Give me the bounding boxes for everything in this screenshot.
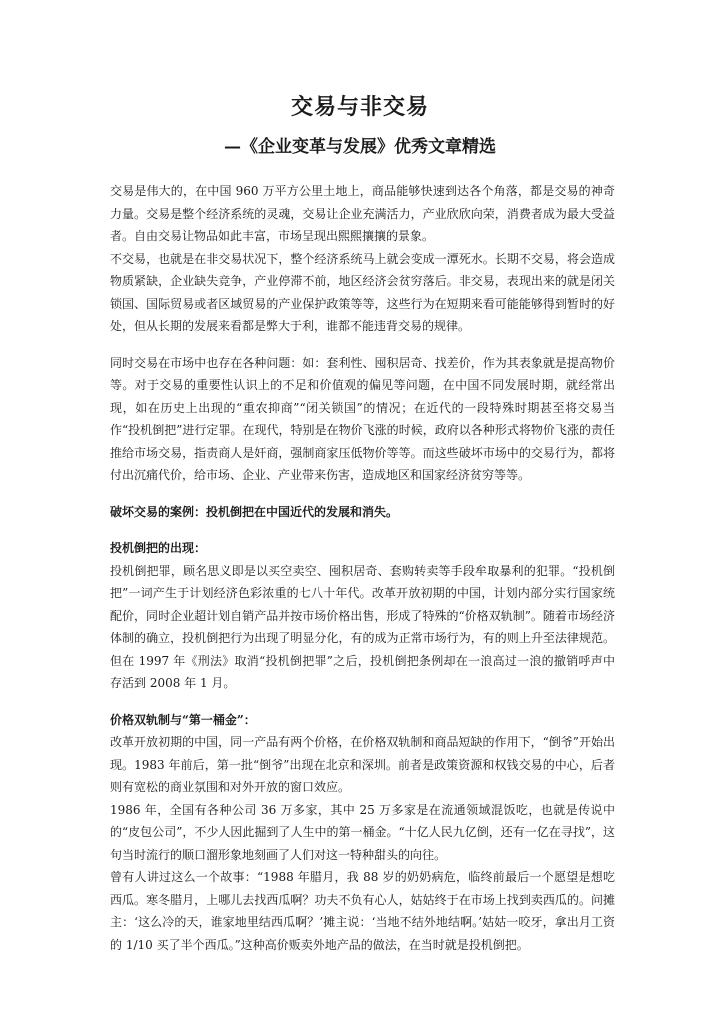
document-subtitle: —《企业变革与发展》优秀文章精选 [224,137,496,157]
paragraph-dual-track: 改革开放初期的中国，同一产品有两个价格，在价格双轨制和商品短缺的作用下，“倒爷”开始出现。1983 年前后，第一批“倒爷”出现在北京和深圳。前者是政策资源和权钱交易的中心，后者则有宽松的商业氛围和对外开放的窗口效应。 [110,735,615,794]
section-heading-origin: 投机倒把的出现： [110,541,207,555]
paragraph-1986: 1986 年，全国有各种公司 36 万多家，其中 25 万多家是在流通领域混饭吃，也就是传说中的“皮包公司”，不少人因此掘到了人生中的第一桶金。“十亿人民九亿倒，还有一亿在寻找”，这句当时流行的顺口溜形象地刻画了人们对这一特种甜头的向往。 [110,802,615,862]
paragraph-market-problems: 同时交易在市场中也存在各种问题：如：套利性、囤积居奇、找差价，作为其表象就是提高物价等。对于交易的重要性认识上的不足和价值观的偏见等问题，在中国不同发展时期，就经常出现，如在历史上出现的“重农抑商”“闭关锁国”的情况；在近代的一段特殊时期甚至将交易当作“投机倒把”进行定罪。在现代，特别是在物价飞涨的时候，政府以各种形式将物价飞涨的责任推给市场交易，指责商人是奸商，强制商家压低物价等等。而这些破坏市场中的交易行为，都将付出沉痛代价，给市场、企业、产业带来伤害，造成地区和国家经济贫穷等等。 [110,355,615,482]
document-title: 交易与非交易 [290,94,429,120]
paragraph-speculation-crime: 投机倒把罪，顾名思义即是以买空卖空、囤积居奇、套购转卖等手段牟取暴利的犯罪。“投机倒把”一词产生于计划经济色彩浓重的七八十年代。改革开放初期的中国，计划内部分实行国家统配价，同时企业超计划自销产品并按市场价格出售，形成了特殊的“价格双轨制”。随着市场经济体制的确立，投机倒把行为出现了明显分化，有的成为正常市场行为，有的则上升至法律规范。但在 1997 年《刑法》取消“投机倒把罪”之后，投机倒把条例却在一浪高过一浪的撤销呼声中存活到 2008 年 1 月。 [110,563,615,690]
paragraph-watermelon-story: 曾有人讲过这么一个故事：“1988 年腊月，我 88 岁的奶奶病危，临终前最后一个愿望是想吃西瓜。寒冬腊月，上哪儿去找西瓜啊？功夫不负有心人，姑姑终于在市场上找到卖西瓜的。问摊主：‘这么冷的天，谁家地里结西瓜啊？’摊主说：‘当地不结外地结啊。’姑姑一咬牙，拿出月工资的 1/10 买了半个西瓜。”这种高价贩卖外地产品的做法，在当时就是投机倒把。 [110,870,615,952]
document-body [110,180,615,956]
paragraph-non-trade: 不交易，也就是在非交易状况下，整个经济系统马上就会变成一潭死水。长期不交易，将会造成物质紧缺，企业缺失竞争，产业停滞不前，地区经济会贫穷落后。非交易，表现出来的就是闭关锁国、国际贸易或者区域贸易的产业保护政策等等，这些行为在短期来看可能能够得到暂时的好处，但从长期的发展来看都是弊大于利，谁都不能违背交易的规律。 [110,251,615,333]
section-heading-case: 破坏交易的案例：投机倒把在中国近代的发展和消失。 [110,504,399,519]
section-heading-dual-track: 价格双轨制与“第一桶金”： [110,712,256,727]
paragraph-intro: 交易是伟大的，在中国 960 万平方公里土地上，商品能够快速到达各个角落，都是交易的神奇力量。交易是整个经济系统的灵魂，交易让企业充满活力，产业欣欣向荣，消费者成为最大受益者。自由交易让物品如此丰富，市场呈现出熙熙攘攘的景象。 [110,184,615,243]
